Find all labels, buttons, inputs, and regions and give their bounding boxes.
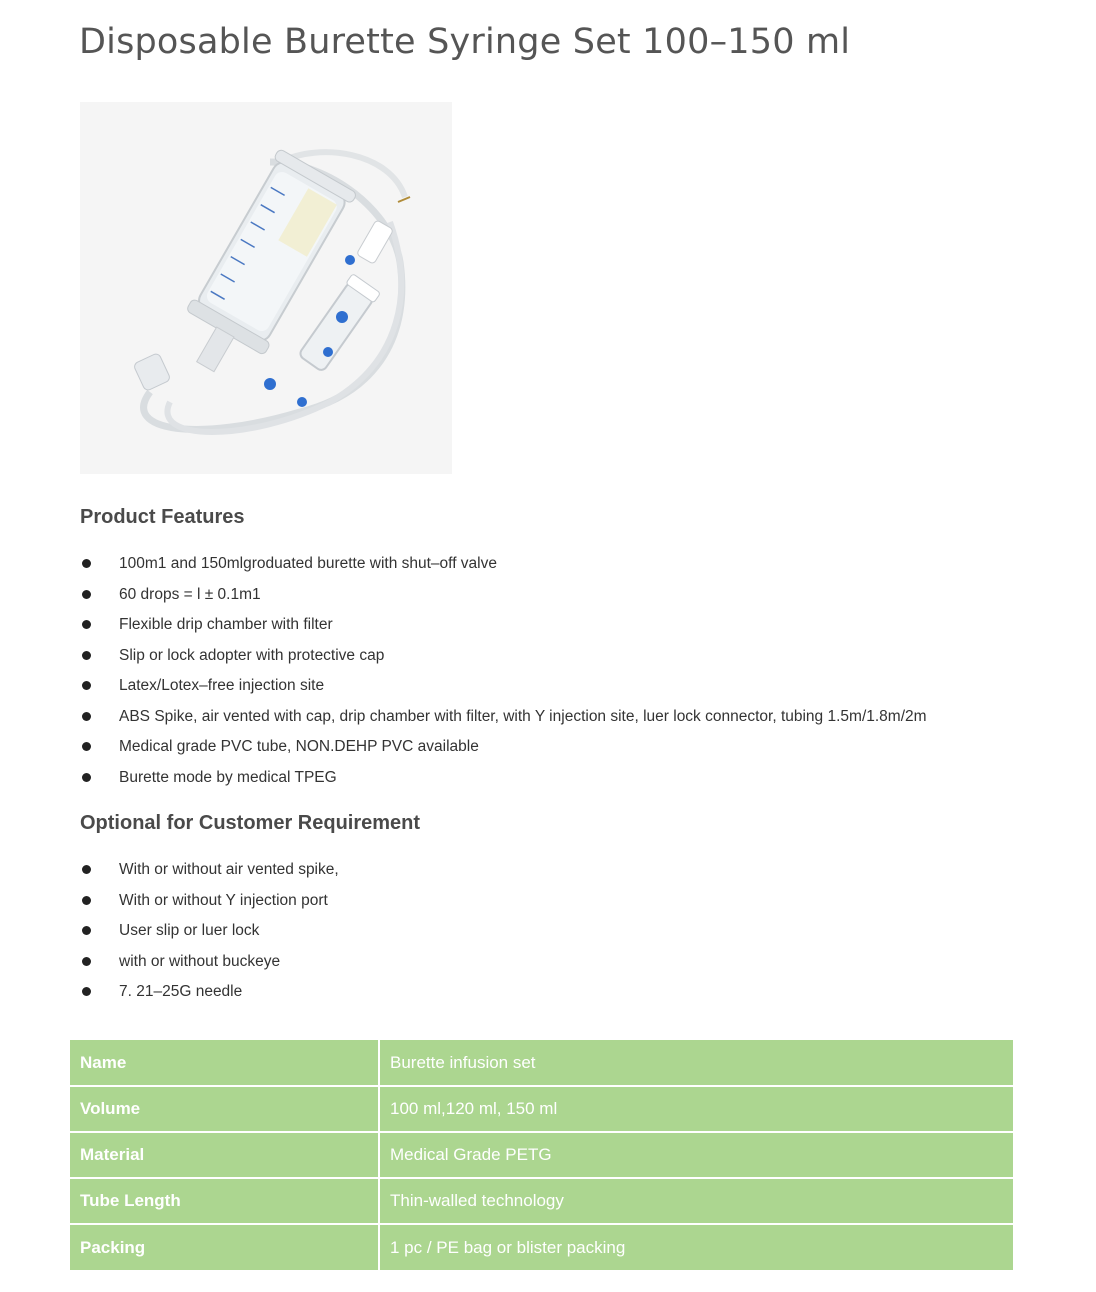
spec-label: Packing (70, 1224, 379, 1270)
spec-value: Burette infusion set (379, 1040, 1013, 1086)
bullet-icon (82, 926, 91, 935)
spec-value: Medical Grade PETG (379, 1132, 1013, 1178)
bullet-icon (82, 987, 91, 996)
product-features-heading: Product Features (80, 506, 245, 528)
spec-label: Tube Length (70, 1178, 379, 1224)
spec-value: Thin-walled technology (379, 1178, 1013, 1224)
spec-label: Name (70, 1040, 379, 1086)
bullet-icon (82, 620, 91, 629)
product-photo (80, 102, 452, 474)
table-row (70, 1086, 1013, 1132)
table-row (70, 1224, 1013, 1270)
bullet-icon (82, 559, 91, 568)
page-title: Disposable Burette Syringe Set 100–150 ml (79, 22, 851, 62)
bullet-icon (82, 712, 91, 721)
spec-table (70, 1040, 1013, 1270)
bullet-icon (82, 865, 91, 874)
bullet-icon (82, 651, 91, 660)
bullet-icon (82, 742, 91, 751)
bullet-icon (82, 681, 91, 690)
spec-value: 1 pc / PE bag or blister packing (379, 1224, 1013, 1270)
table-row (70, 1040, 1013, 1086)
table-row (70, 1132, 1013, 1178)
bullet-icon (82, 957, 91, 966)
spec-value: 100 ml,120 ml, 150 ml (379, 1086, 1013, 1132)
bullet-icon (82, 773, 91, 782)
optional-requirements-heading: Optional for Customer Requirement (80, 812, 421, 834)
table-row (70, 1178, 1013, 1224)
bullet-icon (82, 590, 91, 599)
spec-label: Volume (70, 1086, 379, 1132)
spec-label: Material (70, 1132, 379, 1178)
bullet-icon (82, 896, 91, 905)
